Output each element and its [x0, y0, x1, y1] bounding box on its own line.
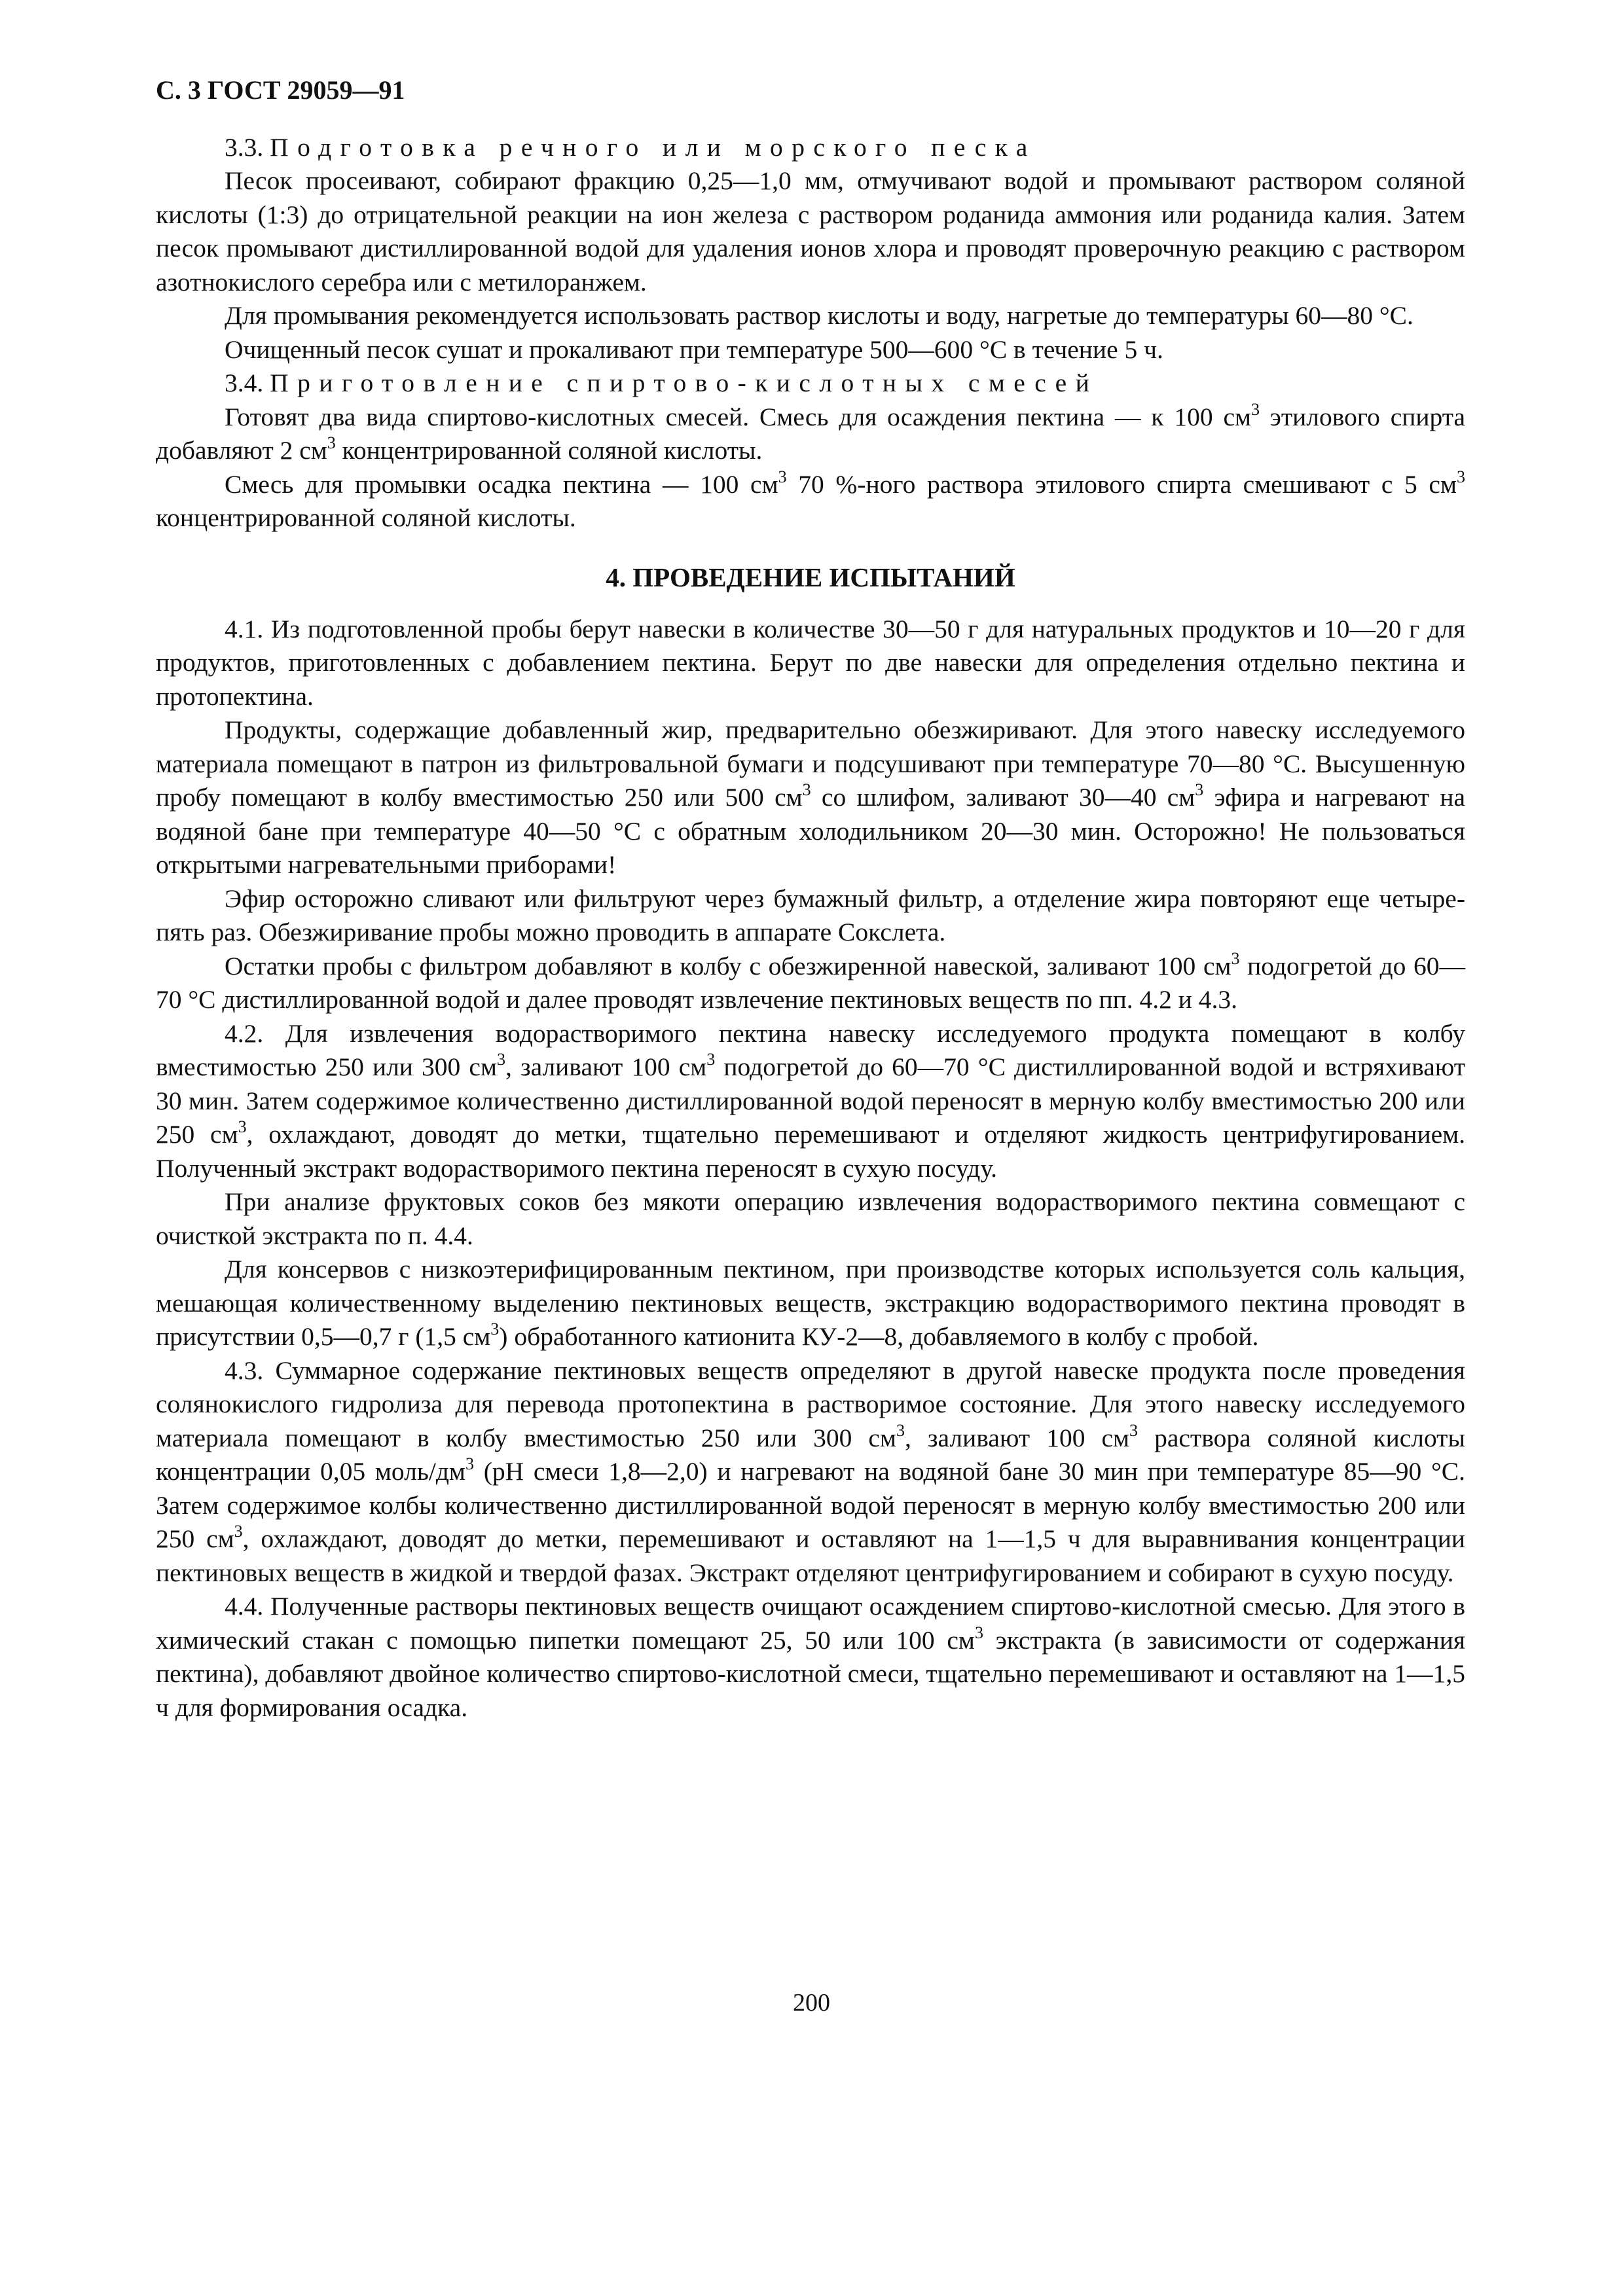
paragraph-acid-alcohol-mixtures: Готовят два вида спиртово-кислотных смесей. Смесь для осаждения пектина — к 100 $см^3$ этилового спирта добавляют 2 $см^3$ концентрированной соляной кислоты. — [156, 399, 1466, 465]
superscript: 3 — [1231, 948, 1240, 968]
paragraph-defatting: Продукты, содержащие добавленный жир, предварительно обезжиривают. Для этого навеску исследуемого материала помещают в патрон из фильтровальной бумаги и подсушивают при температуре 70—80 °С. Высушенную пробу помещают в колбу вместимостью 250 или 500 $см^3$ со шлифом, заливают 30—40 $см^3$ эфира и нагревают на водяной бане при температуре 40—50 °С с обратным холодильником 20—30 мин. Осторожно! Не пользоваться открытыми нагревательными приборами! — [156, 715, 1465, 879]
document-page — [156, 73, 1465, 1725]
subsection-3-3-heading — [156, 131, 1465, 165]
paragraph-residue: Остатки пробы с фильтром добавляют в колбу с обезжиренной навеской, заливают 100 $см^3$ подогретой до 60—70 °С дистиллированной водой и далее проводят извлечение пектиновых веществ по пп. 4.2 и 4.3. — [156, 948, 1465, 1014]
superscript: 3 — [896, 1420, 905, 1440]
paragraph-wash-mixture: Смесь для промывки осадка пектина — 100 $см^3$ 70 %-ного раствора этилового спирта смешивают с 5 $см^3$ концентрированной соляной кислоты. — [156, 467, 1465, 532]
subsection-3-4-heading — [156, 367, 1465, 401]
section-4-title: 4. ПРОВЕДЕНИЕ ИСПЫТАНИЙ — [606, 562, 1015, 592]
paragraph-4-1: 4.1. Из подготовленной пробы берут навески в количестве 30—50 г для натуральных продуктов и 10—20 г для продуктов, приготовленных с добавлением пектина. Берут по две навески для определения отдельно пектина и протопектина. — [156, 614, 1465, 711]
paragraph-sand-drying: Очищенный песок сушат и прокаливают при температуре 500—600 °С в течение 5 ч. — [225, 334, 1163, 364]
superscript: 3 — [778, 467, 787, 486]
page-number: 200 — [793, 1989, 830, 2017]
superscript: 3 — [234, 1521, 243, 1541]
superscript: 3 — [496, 1049, 505, 1069]
subsection-number: 3.3. — [225, 132, 264, 162]
subsection-title: Приготовление спиртово-кислотных смесей — [270, 368, 1099, 397]
paragraph-low-esterified: Для консервов с низкоэтерифицированным пектином, при производстве которых используется соль кальция, мешающая количественному выделению пектиновых веществ, экстракцию водорастворимого пектина проводят в присутствии 0,5—0,7 г (1,5 $см^3$) обработанного катионита КУ-2—8, добавляемого в колбу с пробой. — [156, 1255, 1465, 1351]
superscript: 3 — [490, 1319, 500, 1338]
superscript: 3 — [802, 780, 811, 799]
subsection-number: 3.4. — [225, 368, 264, 397]
superscript: 3 — [974, 1623, 983, 1642]
paragraph-sand-sieving: Песок просеивают, собирают фракцию 0,25—1,0 мм, отмучивают водой и промывают раствором соляной кислоты (1:3) до отрицательной реакции на ион железа с раствором роданида аммония или роданида калия. Затем песок промывают дистиллированной водой для удаления ионов хлора и проводят проверочную реакцию с раствором азотнокислого серебра или с метилоранжем. — [156, 166, 1465, 296]
paragraph-4-4: 4.4. Полученные растворы пектиновых веществ очищают осаждением спиртово-кислотной смесью. Для этого в химический стакан с помощью пипетки помещают 25, 50 или 100 $см^3$ экстракта (в зависимости от содержания пектина), добавляют двойное количество спиртово-кислотной смеси, тщательно перемешивают и оставляют на 1—1,5 ч для формирования осадка. — [156, 1592, 1466, 1722]
superscript: 3 — [706, 1049, 716, 1069]
superscript: 3 — [238, 1117, 247, 1136]
superscript: 3 — [465, 1454, 474, 1473]
page-header: С. 3 ГОСТ 29059—91 — [156, 75, 405, 105]
superscript: 3 — [1251, 399, 1260, 419]
superscript: 3 — [1195, 780, 1204, 799]
paragraph-4-2: 4.2. Для извлечения водорастворимого пектина навеску исследуемого продукта помещают в колбу вместимостью 250 или 300 $см^3$, заливают 100 $см^3$ подогретой до 60—70 °С дистиллированной водой и встряхивают 30 мин. Затем содержимое количественно дистиллированной водой переносят в мерную колбу вместимостью 200 или 250 $см^3$, охлаждают, доводят до метки, тщательно перемешивают и отделяют жидкость центрифугированием. Полученный экстракт водорастворимого пектина переносят в сухую посуду. — [156, 1018, 1465, 1183]
subsection-title: Подготовка речного или морского песка — [270, 132, 1036, 162]
superscript: 3 — [327, 433, 336, 452]
superscript: 3 — [1456, 467, 1465, 486]
superscript: 3 — [1129, 1420, 1139, 1440]
paragraph-washing-recommendation: Для промывания рекомендуется использовать раствор кислоты и воду, нагретые до температуры 60—80 °С. — [225, 301, 1413, 330]
paragraph-ether: Эфир осторожно сливают или фильтруют через бумажный фильтр, а отделение жира повторяют еще четыре-пять раз. Обезжиривание пробы можно проводить в аппарате Сокслета. — [156, 884, 1465, 946]
paragraph-juice-analysis: При анализе фруктовых соков без мякоти операцию извлечения водорастворимого пектина совмещают с очисткой экстракта по п. 4.4. — [156, 1187, 1465, 1250]
paragraph-4-3: 4.3. Суммарное содержание пектиновых веществ определяют в другой навеске продукта после проведения солянокислого гидролиза для перевода протопектина в растворимое состояние. Для этого навеску исследуемого материала помещают в колбу вместимостью 250 или 300 $см^3$, заливают 100 $см^3$ раствора соляной кислоты концентрации 0,05 моль/$дм^3$ (рН смеси 1,8—2,0) и нагревают на водяной бане 30 мин при температуре 85—90 °С. Затем содержимое колбы количественно дистиллированной водой переносят в мерную колбу вместимостью 200 или 250 $см^3$, охлаждают, доводят до метки, перемешивают и оставляют на 1—1,5 ч для выравнивания концентрации пектиновых веществ в жидкой и твердой фазах. Экстракт отделяют центрифугированием и собирают в сухую посуду. — [156, 1355, 1466, 1587]
